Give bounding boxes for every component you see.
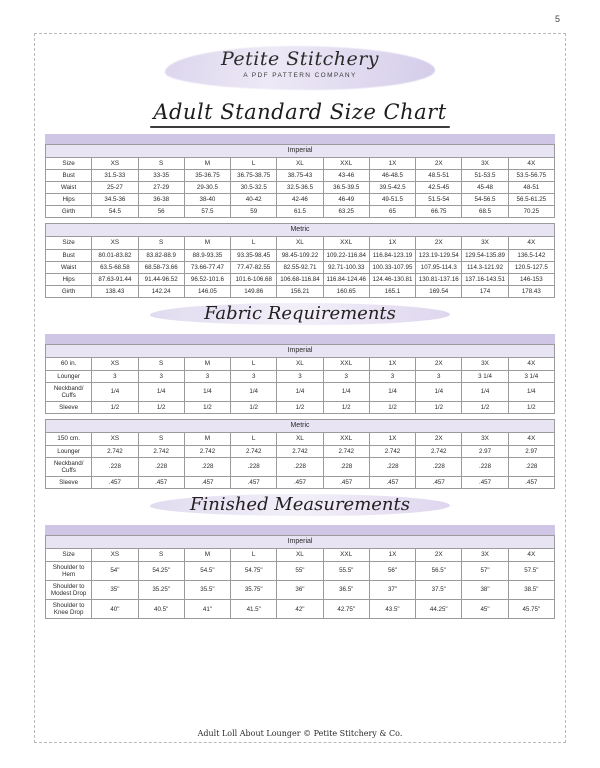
cell: 38-40 [184,194,230,206]
cell: 142.24 [138,286,184,298]
cell: 25-27 [92,182,138,194]
cell: 36.75-38.75 [231,169,277,181]
table-row [46,457,555,476]
cell: 45.75" [508,600,554,619]
cell: 174 [462,286,508,298]
cell: 51-53.5 [462,169,508,181]
cell: .457 [416,477,462,489]
cell: 146-153 [508,274,554,286]
cell: 37" [369,580,415,599]
row-label: Neckband/ Cuffs [46,382,92,401]
column-header-2x: 2X [416,358,462,370]
cell: 35.75" [231,580,277,599]
column-header-m: M [184,433,230,445]
row-label: Shoulder to Knee Drop [46,600,92,619]
cell: 55.5" [323,561,369,580]
column-header-2x: 2X [416,549,462,561]
column-header-3x: 3X [462,157,508,169]
table-header-row [46,358,555,370]
brand-logo [45,40,555,94]
cell: .457 [462,477,508,489]
table-row [46,169,555,181]
cell: 73.66-77.47 [184,261,230,273]
cell: 49-51.5 [369,194,415,206]
cell: 63.5-68.58 [92,261,138,273]
cell: 93.35-98.45 [231,249,277,261]
cell: 136.5-142 [508,249,554,261]
cell: 116.84-124.46 [323,274,369,286]
cell: 43-46 [323,169,369,181]
fabric-imperial-table [45,344,555,414]
cell: 57.5 [184,206,230,218]
cell: 3 [231,370,277,382]
cell: 31.5-33 [92,169,138,181]
cell: 43.5" [369,600,415,619]
cell: 1/4 [138,382,184,401]
column-header-s: S [138,237,184,249]
cell: 124.46-130.81 [369,274,415,286]
cell: 35-36.75 [184,169,230,181]
cell: 3 [369,370,415,382]
cell: 123.19-129.54 [416,249,462,261]
cell: 59 [231,206,277,218]
table-unit-row [46,345,555,358]
cell: 54.5 [92,206,138,218]
table-row [46,382,555,401]
row-label: Shoulder to Hem [46,561,92,580]
cell: 56.5" [416,561,462,580]
cell: 57.5" [508,561,554,580]
cell: 38.5" [508,580,554,599]
row-label: Waist [46,182,92,194]
cell: 83.82-88.9 [138,249,184,261]
table-unit-row [46,420,555,433]
cell: 1/2 [508,402,554,414]
cell: 45-48 [462,182,508,194]
table-row [46,182,555,194]
cell: 57" [462,561,508,580]
cell: 109.22-116.84 [323,249,369,261]
cell: 120.5-127.5 [508,261,554,273]
cell: 70.25 [508,206,554,218]
column-header-xl: XL [277,433,323,445]
column-header-2x: 2X [416,237,462,249]
cell: 44.25" [416,600,462,619]
column-header-4x: 4X [508,157,554,169]
page-title: Adult Standard Size Chart [45,100,555,128]
cell: 1/2 [184,402,230,414]
cell: 56 [138,206,184,218]
cell: 3 [92,370,138,382]
table-unit-row [46,224,555,237]
cell: 91.44-96.52 [138,274,184,286]
column-header-l: L [231,358,277,370]
cell: 1/4 [508,382,554,401]
standard-size-metric-table [45,223,555,298]
cell: .457 [323,477,369,489]
column-header-2x: 2X [416,433,462,445]
column-header-xl: XL [277,358,323,370]
cell: 3 [277,370,323,382]
cell: 66.75 [416,206,462,218]
fabric-metric-table [45,419,555,489]
cell: 35" [92,580,138,599]
cell: .228 [92,457,138,476]
cell: 54.25" [138,561,184,580]
cell: .457 [184,477,230,489]
cell: 1/4 [92,382,138,401]
table-row [46,206,555,218]
column-header-3x: 3X [462,433,508,445]
cell: 1/2 [416,402,462,414]
table-row [46,600,555,619]
cell: 48-51 [508,182,554,194]
table-header-row [46,237,555,249]
cell: 39.5-42.5 [369,182,415,194]
table-row [46,580,555,599]
column-header-l: L [231,157,277,169]
cell: 48.5-51 [416,169,462,181]
column-header-m: M [184,549,230,561]
cell: .457 [508,477,554,489]
table-row [46,274,555,286]
cell: 80.01-83.82 [92,249,138,261]
cell: 63.25 [323,206,369,218]
page-sheet [34,33,566,743]
cell: 156.21 [277,286,323,298]
column-header-xl: XL [277,157,323,169]
cell: 1/2 [231,402,277,414]
cell: 138.43 [92,286,138,298]
column-header-s: S [138,157,184,169]
cell: 1/2 [138,402,184,414]
cell: 2.742 [277,445,323,457]
cell: .228 [184,457,230,476]
cell: 42-46 [277,194,323,206]
column-header-1x: 1X [369,358,415,370]
cell: 54" [92,561,138,580]
table-header-row [46,157,555,169]
cell: 114.3-121.92 [462,261,508,273]
row-label: Lounger [46,445,92,457]
cell: .228 [138,457,184,476]
section-divider-bar [45,525,555,535]
cell: 34.5-36 [92,194,138,206]
column-header-width: 60 in. [46,358,92,370]
column-header-xl: XL [277,237,323,249]
cell: 77.47-82.55 [231,261,277,273]
column-header-xs: XS [92,237,138,249]
cell: 137.16-143.51 [462,274,508,286]
cell: 100.33-107.95 [369,261,415,273]
cell: .228 [508,457,554,476]
cell: 2.742 [416,445,462,457]
column-header-xs: XS [92,358,138,370]
cell: 46-48.5 [369,169,415,181]
column-header-xs: XS [92,433,138,445]
cell: .228 [369,457,415,476]
cell: 130.81-137.16 [416,274,462,286]
cell: 35.5" [184,580,230,599]
table-row [46,194,555,206]
cell: 56" [369,561,415,580]
column-header-3x: 3X [462,237,508,249]
cell: 30.5-32.5 [231,182,277,194]
column-header-m: M [184,237,230,249]
fabric-requirements-label: Fabric Requirements [204,303,396,325]
column-header-4x: 4X [508,358,554,370]
cell: .228 [462,457,508,476]
cell: .457 [92,477,138,489]
cell: 65 [369,206,415,218]
column-header-xxl: XXL [323,157,369,169]
cell: 2.742 [323,445,369,457]
column-header-l: L [231,549,277,561]
column-header-3x: 3X [462,358,508,370]
column-header-l: L [231,237,277,249]
cell: .228 [323,457,369,476]
column-header-size: Size [46,157,92,169]
cell: 36" [277,580,323,599]
column-header-2x: 2X [416,157,462,169]
cell: 68.58-73.66 [138,261,184,273]
cell: 1/4 [462,382,508,401]
column-header-4x: 4X [508,433,554,445]
cell: .457 [369,477,415,489]
cell: 54.5" [184,561,230,580]
cell: 56.5-61.25 [508,194,554,206]
unit-label-imperial: Imperial [46,345,555,358]
column-header-1x: 1X [369,157,415,169]
cell: 40-42 [231,194,277,206]
row-label: Hips [46,274,92,286]
cell: 3 [323,370,369,382]
cell: 35.25" [138,580,184,599]
column-header-s: S [138,549,184,561]
cell: 36-38 [138,194,184,206]
finished-measurements-label: Finished Measurements [189,494,410,516]
cell: 33-35 [138,169,184,181]
cell: 38" [462,580,508,599]
cell: 2.742 [92,445,138,457]
cell: 160.65 [323,286,369,298]
section-divider-bar [45,134,555,144]
table-row [46,561,555,580]
table-header-row [46,433,555,445]
cell: 54.75" [231,561,277,580]
cell: 55" [277,561,323,580]
cell: .457 [277,477,323,489]
cell: 87.63-91.44 [92,274,138,286]
column-header-3x: 3X [462,549,508,561]
cell: 36.5-39.5 [323,182,369,194]
cell: 29-30.5 [184,182,230,194]
row-label: Bust [46,249,92,261]
cell: 54-56.5 [462,194,508,206]
cell: 41" [184,600,230,619]
column-header-xxl: XXL [323,433,369,445]
cell: 2.742 [138,445,184,457]
cell: 68.5 [462,206,508,218]
cell: 107.95-114.3 [416,261,462,273]
column-header-xxl: XXL [323,237,369,249]
cell: 101.6-106.68 [231,274,277,286]
column-header-size: Size [46,549,92,561]
row-label: Lounger [46,370,92,382]
column-header-4x: 4X [508,237,554,249]
cell: 88.9-93.35 [184,249,230,261]
cell: 92.71-100.33 [323,261,369,273]
column-header-width: 150 cm. [46,433,92,445]
unit-label-imperial: Imperial [46,536,555,549]
cell: 98.45-109.22 [277,249,323,261]
cell: 32.5-36.5 [277,182,323,194]
unit-label-metric: Metric [46,420,555,433]
cell: .457 [231,477,277,489]
column-header-s: S [138,433,184,445]
column-header-1x: 1X [369,433,415,445]
cell: 51.5-54 [416,194,462,206]
row-label: Neckband/ Cuffs [46,457,92,476]
column-header-m: M [184,157,230,169]
cell: 96.52-101.6 [184,274,230,286]
finished-measurements-imperial-table [45,535,555,619]
cell: 1/2 [323,402,369,414]
cell: 116.84-123.19 [369,249,415,261]
row-label: Hips [46,194,92,206]
cell: 146.05 [184,286,230,298]
cell: 3 [416,370,462,382]
cell: 82.55-92.71 [277,261,323,273]
cell: 42.75" [323,600,369,619]
table-row [46,261,555,273]
cell: 27-29 [138,182,184,194]
cell: 3 1/4 [508,370,554,382]
cell: 129.54-135.89 [462,249,508,261]
cell: 46-49 [323,194,369,206]
row-label: Sleeve [46,477,92,489]
cell: 41.5" [231,600,277,619]
brand-name: Petite Stitchery [220,48,380,70]
column-header-xl: XL [277,549,323,561]
row-label: Girth [46,286,92,298]
column-header-4x: 4X [508,549,554,561]
cell: 61.5 [277,206,323,218]
unit-label-metric: Metric [46,224,555,237]
cell: 40" [92,600,138,619]
finished-measurements-title [45,493,555,519]
cell: 1/4 [184,382,230,401]
column-header-l: L [231,433,277,445]
cell: 37.5" [416,580,462,599]
standard-size-imperial-table [45,144,555,219]
column-header-xs: XS [92,549,138,561]
table-unit-row [46,144,555,157]
column-header-1x: 1X [369,237,415,249]
page-number: 5 [554,14,560,24]
cell: 1/4 [323,382,369,401]
cell: 53.5-56.75 [508,169,554,181]
row-label: Shoulder to Modest Drop [46,580,92,599]
cell: .228 [231,457,277,476]
cell: 1/4 [277,382,323,401]
table-header-row [46,549,555,561]
cell: 40.5" [138,600,184,619]
cell: 2.97 [462,445,508,457]
column-header-size: Size [46,237,92,249]
cell: 1/2 [277,402,323,414]
page-footer: Adult Loll About Lounger © Petite Stitchery & Co. [197,729,403,738]
cell: .228 [277,457,323,476]
cell: 149.86 [231,286,277,298]
cell: 2.742 [184,445,230,457]
table-row [46,445,555,457]
cell: 106.68-116.84 [277,274,323,286]
cell: 1/2 [92,402,138,414]
unit-label-imperial: Imperial [46,144,555,157]
cell: 1/4 [369,382,415,401]
row-label: Girth [46,206,92,218]
table-row [46,370,555,382]
cell: 45" [462,600,508,619]
column-header-xxl: XXL [323,549,369,561]
cell: 1/2 [369,402,415,414]
table-row [46,477,555,489]
cell: 178.43 [508,286,554,298]
table-row [46,249,555,261]
column-header-m: M [184,358,230,370]
cell: 169.54 [416,286,462,298]
column-header-xxl: XXL [323,358,369,370]
cell: .457 [138,477,184,489]
cell: 3 1/4 [462,370,508,382]
cell: 2.97 [508,445,554,457]
cell: 3 [138,370,184,382]
row-label: Sleeve [46,402,92,414]
cell: 38.75-43 [277,169,323,181]
cell: 165.1 [369,286,415,298]
cell: 3 [184,370,230,382]
cell: 42" [277,600,323,619]
column-header-1x: 1X [369,549,415,561]
row-label: Waist [46,261,92,273]
cell: 36.5" [323,580,369,599]
column-header-xs: XS [92,157,138,169]
cell: 2.742 [231,445,277,457]
column-header-s: S [138,358,184,370]
cell: .228 [416,457,462,476]
cell: 42.5-45 [416,182,462,194]
table-row [46,402,555,414]
table-unit-row [46,536,555,549]
cell: 2.742 [369,445,415,457]
fabric-requirements-title [45,302,555,328]
cell: 1/4 [416,382,462,401]
cell: 1/2 [462,402,508,414]
section-divider-bar [45,334,555,344]
brand-tagline: A PDF PATTERN COMPANY [243,72,357,79]
row-label: Bust [46,169,92,181]
table-row [46,286,555,298]
cell: 1/4 [231,382,277,401]
